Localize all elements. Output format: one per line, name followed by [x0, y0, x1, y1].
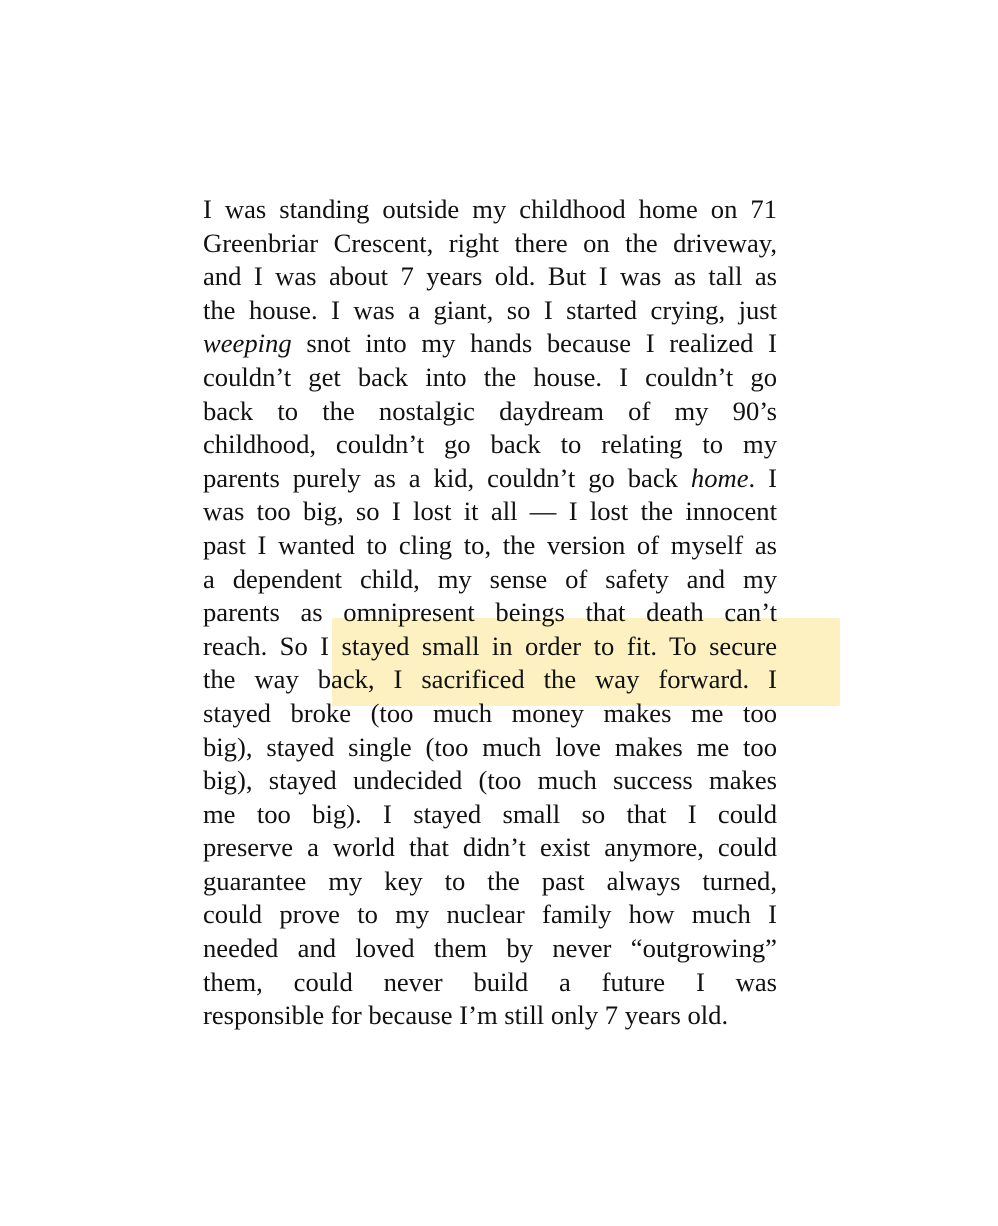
text-span: a dependent child, my sense of safety and my — [203, 563, 777, 594]
text-span: Greenbriar Crescent, right there on the driveway, — [203, 227, 777, 258]
italic-text: weeping — [203, 328, 292, 359]
text-span: them, could never build a future I was — [203, 966, 777, 997]
text-line — [203, 898, 777, 932]
text-span: responsible for because I’m still only 7 years old. — [203, 1000, 729, 1031]
text-span: reach. So I stayed small in order to fit. To secure — [203, 630, 777, 661]
text-span: back to the nostalgic daydream of my 90’s — [203, 395, 777, 426]
text-line — [203, 865, 777, 899]
text-line — [203, 630, 777, 664]
text-line — [203, 260, 777, 294]
text-line — [203, 462, 777, 496]
text-line — [203, 327, 777, 361]
text-span: needed and loved them by never “outgrowing” — [203, 933, 777, 964]
text-span: childhood, couldn’t go back to relating to my — [203, 429, 777, 460]
document-body — [203, 193, 777, 1033]
text-span: could prove to my nuclear family how much I — [203, 899, 777, 930]
text-span: the way back, I sacrificed the way forward. I — [203, 664, 777, 695]
text-line — [203, 764, 777, 798]
text-span: was too big, so I lost it all — I lost the innocent — [203, 496, 777, 527]
text-span: parents as omnipresent beings that death can’t — [203, 597, 777, 628]
text-line — [203, 193, 777, 227]
text-line — [203, 798, 777, 832]
text-span: and I was about 7 years old. But I was as tall as — [203, 261, 777, 292]
text-line — [203, 294, 777, 328]
text-span: parents purely as a kid, couldn’t go back — [203, 462, 691, 493]
text-line — [203, 999, 777, 1033]
text-line — [203, 731, 777, 765]
text-line — [203, 932, 777, 966]
text-span: the house. I was a giant, so I started crying, just — [203, 294, 777, 325]
text-line — [203, 495, 777, 529]
italic-text: home — [690, 462, 749, 493]
text-span: me too big). I stayed small so that I could — [203, 798, 777, 829]
text-span: guarantee my key to the past always turned, — [203, 865, 777, 896]
text-line — [203, 361, 777, 395]
text-line — [203, 227, 777, 261]
text-line — [203, 563, 777, 597]
text-line — [203, 596, 777, 630]
text-span: past I wanted to cling to, the version of myself as — [203, 529, 777, 560]
text-line — [203, 697, 777, 731]
text-span: . I — [748, 462, 777, 493]
paragraph — [203, 193, 777, 1033]
text-span: big), stayed undecided (too much success makes — [203, 765, 777, 796]
text-line — [203, 428, 777, 462]
text-line — [203, 663, 777, 697]
text-span: snot into my hands because I realized I — [291, 328, 777, 359]
text-span: stayed broke (too much money makes me too — [203, 697, 777, 728]
text-line — [203, 529, 777, 563]
text-span: preserve a world that didn’t exist anymore, could — [203, 832, 777, 863]
text-line — [203, 831, 777, 865]
text-line — [203, 395, 777, 429]
text-span: big), stayed single (too much love makes me too — [203, 731, 777, 762]
text-line — [203, 966, 777, 1000]
text-span: couldn’t get back into the house. I couldn’t go — [203, 361, 777, 392]
text-span: I was standing outside my childhood home on 71 — [203, 194, 777, 224]
